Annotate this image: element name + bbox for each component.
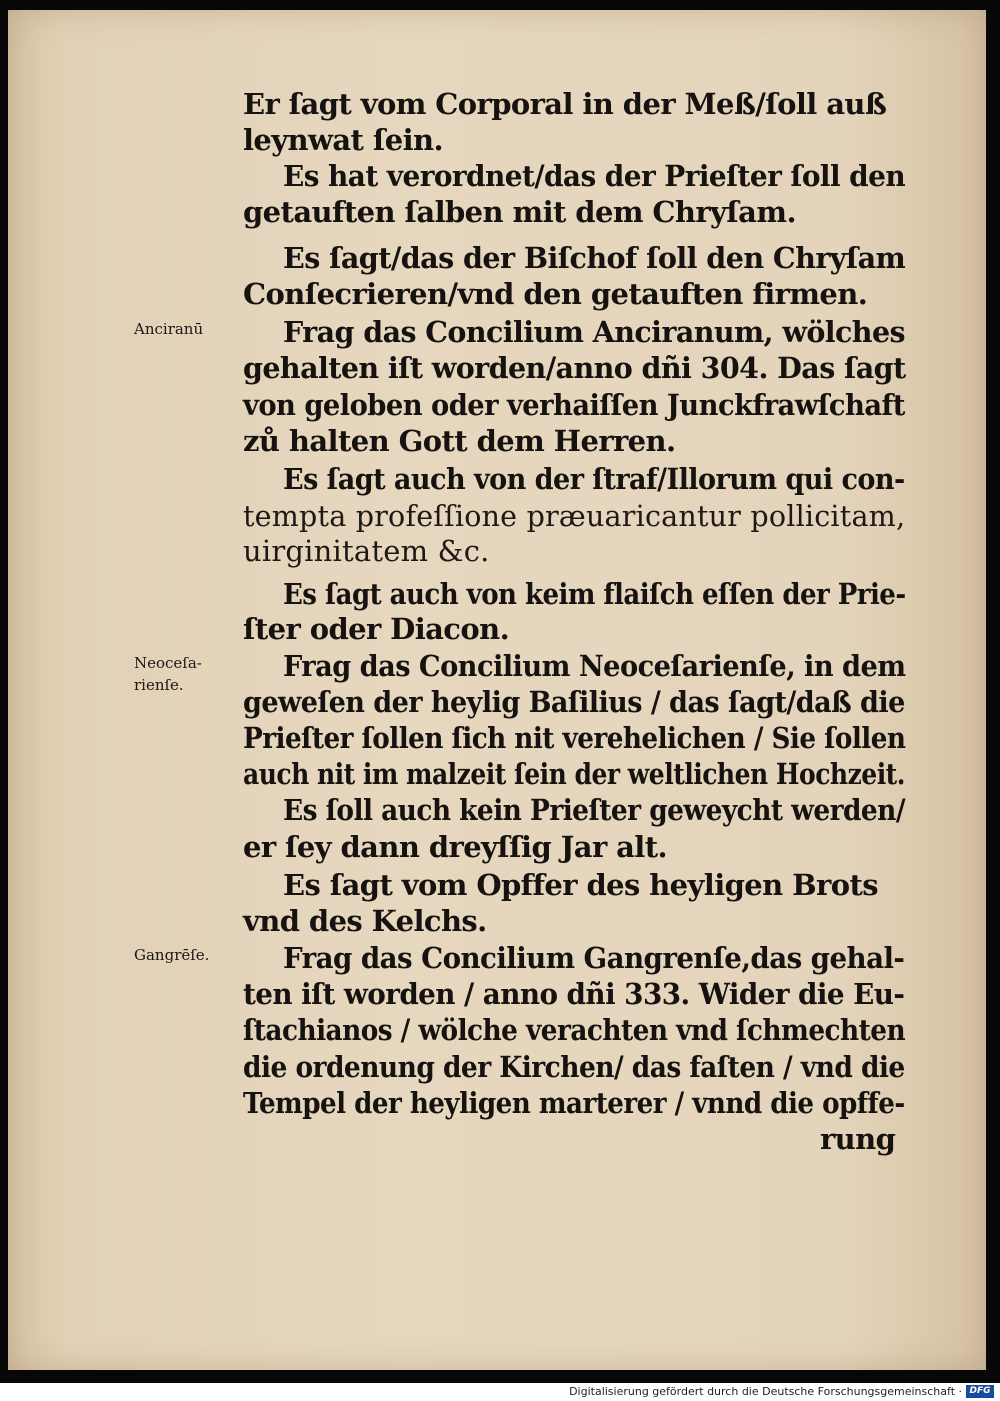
dfg-logo-icon: DFG <box>966 1385 994 1398</box>
text-line: tempta profeſſione præuaricantur pollicitam, <box>243 499 906 533</box>
text-line: Frag das Concilium Neoceſarienſe, in dem <box>283 649 906 683</box>
catchword: rung <box>820 1122 896 1156</box>
margin-note-neocesariense: Neoceſa- <box>134 654 202 672</box>
text-line: Es ſagt auch von keim flaiſch eſſen der Prie- <box>283 577 906 611</box>
text-line: zů halten Gott dem Herren. <box>243 424 676 458</box>
footer-bar <box>0 1383 1000 1401</box>
text-line: Es ſoll auch kein Prieſter geweycht werden/ <box>283 793 905 827</box>
footer-credit: Digitalisierung gefördert durch die Deutsche Forschungsgemeinschaft · <box>569 1385 962 1398</box>
text-line: ſtachianos / wölche verachten vnd ſchmechten <box>243 1013 906 1047</box>
text-line: Es ſagt vom Opffer des heyligen Brots <box>283 868 878 902</box>
margin-note-gangrense: Gangrēſe. <box>134 946 210 964</box>
text-line: Frag das Concilium Anciranum, wölches <box>283 315 906 349</box>
text-line: Er ſagt vom Corporal in der Meß/ſoll auß <box>243 87 887 121</box>
text-line: Prieſter ſollen ſich nit verehelichen / Sie ſollen <box>243 721 906 755</box>
margin-note-neocesariense-cont: rienſe. <box>134 676 184 694</box>
text-line: uirginitatem &c. <box>243 534 490 568</box>
text-line: Es ſagt/das der Biſchof ſoll den Chryſam <box>283 241 906 275</box>
text-line: er ſey dann dreyſſig Jar alt. <box>243 830 668 864</box>
text-line: auch nit im malzeit ſein der weltlichen Hochzeit. <box>243 757 905 791</box>
text-line: geweſen der heylig Baſilius / das ſagt/daß die <box>243 685 905 719</box>
text-line: Frag das Concilium Gangrenſe,das gehal- <box>283 941 905 975</box>
text-line: ſter oder Diacon. <box>243 612 510 646</box>
text-line: ten iſt worden / anno dñi 333. Wider die Eu- <box>243 977 905 1011</box>
text-line: Tempel der heyligen marterer / vnnd die opffe- <box>243 1086 905 1120</box>
text-line: Es hat verordnet/das der Prieſter ſoll den <box>283 159 906 193</box>
text-line: leynwat ſein. <box>243 123 443 157</box>
text-line: gehalten iſt worden/anno dñi 304. Das ſagt <box>243 351 906 385</box>
text-line: von geloben oder verhaiſſen Junckfrawſchaft <box>243 388 905 422</box>
text-line: getauften ſalben mit dem Chryſam. <box>243 195 796 229</box>
text-line: Es ſagt auch von der ſtraf/Illorum qui con- <box>283 462 905 496</box>
text-line: die ordenung der Kirchen/ das faſten / vnd die <box>243 1050 905 1084</box>
text-line: Conſecrieren/vnd den getauften firmen. <box>243 277 868 311</box>
margin-note-anciranum: Anciranū <box>134 320 204 338</box>
text-line: vnd des Kelchs. <box>243 904 487 938</box>
